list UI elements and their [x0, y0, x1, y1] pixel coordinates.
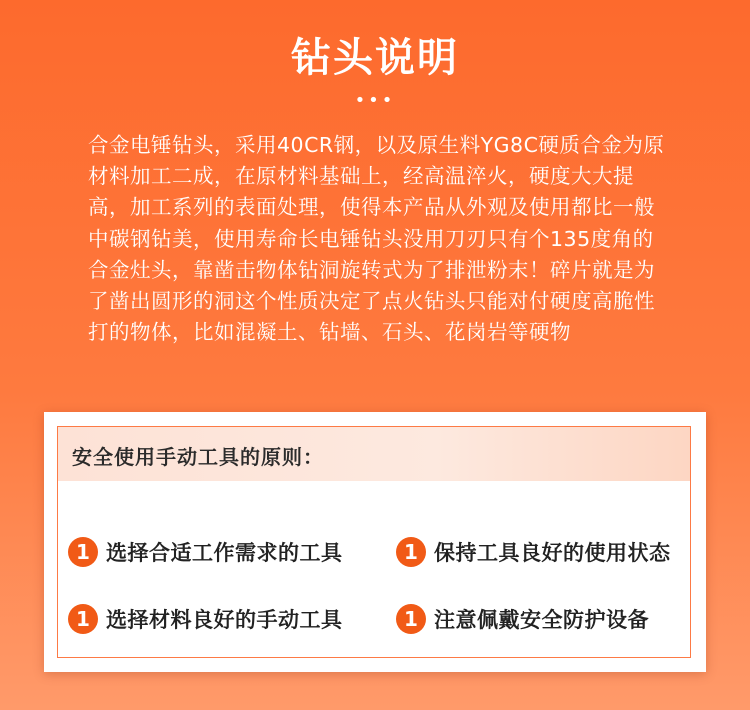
- card-header: [58, 427, 690, 481]
- card-header-title: 安全使用手动工具的原则：: [72, 445, 324, 469]
- principle-item: [396, 537, 671, 567]
- safety-principles-card: [44, 412, 706, 672]
- number-badge-icon: 1: [68, 604, 98, 634]
- principle-text: 选择合适工作需求的工具: [106, 541, 343, 565]
- principle-text: 保持工具良好的使用状态: [434, 541, 671, 565]
- principle-item: [68, 604, 343, 634]
- card-frame: [57, 426, 691, 658]
- number-badge-icon: 1: [68, 537, 98, 567]
- principle-item: [396, 604, 649, 634]
- principle-text: 选择材料良好的手动工具: [106, 608, 343, 632]
- principle-text: 注意佩戴安全防护设备: [434, 608, 649, 632]
- decorative-dots: •••: [354, 90, 396, 111]
- number-badge-icon: 1: [396, 604, 426, 634]
- number-badge-icon: 1: [396, 537, 426, 567]
- description-paragraph: 合金电锤钻头，采用40CR钢，以及原生料YG8C硬质合金为原材料加工二成，在原材料基础上，经高温淬火，硬度大大提高，加工系列的表面处理，使得本产品从外观及使用都比一般中碳钢钻美，使用寿命长电锤钻头没用刀刃只有个135度角的合金灶头，靠凿击物体钻洞旋转式为了排泄粉末！碎片就是为了凿出圆形的洞这个性质决定了点火钻头只能对付硬度高脆性打的物体，比如混凝土、钻墙、石头、花岗岩等硬物: [88, 133, 665, 345]
- principle-item: [68, 537, 343, 567]
- page-title: 钻头说明: [291, 35, 459, 81]
